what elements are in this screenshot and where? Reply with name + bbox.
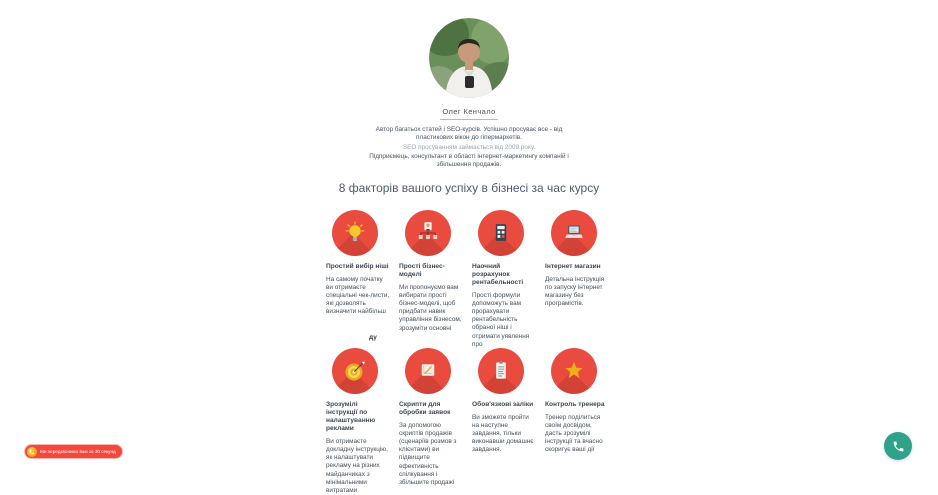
feature-card: [469, 210, 542, 348]
feature-icon-circle: [405, 348, 451, 394]
feature-text: Ми пропонуємо вам вибирати прості бізнес-моделі, щоб придбати навик управління бізнесом, зрозуміти основні: [399, 283, 462, 332]
section-heading: 8 факторів вашого успіху в бізнесі за час курсу: [338, 180, 600, 195]
feature-text: Ви отримаєте докладну інструкцію, як налаштувати рекламу на різних майданчиках з мінімальними витратами: [326, 437, 388, 494]
feature-card: [396, 348, 469, 495]
bio-line: Автор багатьох статей і SEO-курсів. Успішно просуває все - від пластикових вікон до гіпермаркетів.: [375, 126, 563, 142]
feature-icon-circle: [551, 210, 597, 256]
org-chart-icon: [416, 220, 441, 245]
chart-icon: [416, 358, 441, 383]
phone-call-button[interactable]: [884, 432, 912, 460]
calculator-icon: [489, 220, 514, 245]
bio-line: Підприємець, консультант в області інтернет-маркетингу компаній і збільшення продажів.: [369, 152, 569, 169]
author-name: Олег Кенчало: [442, 107, 496, 116]
feature-text: За допомогою скриптів продажів (сценаріїв розмов з клієнтами) ви підвищите ефективність спілкування і збільшите продажі: [399, 421, 457, 487]
feature-card: [396, 210, 469, 348]
laptop-icon: [562, 220, 587, 245]
feature-title: Прості бізнес-моделі: [399, 262, 445, 278]
page-content: [323, 0, 615, 495]
feature-title: Простий вибір ніші: [326, 262, 389, 270]
feature-card: [542, 210, 615, 348]
clipboard-icon: [489, 358, 514, 383]
feature-card: [323, 348, 396, 495]
feature-title: Зрозумілі інструкції по налаштуванню реклами: [326, 400, 376, 432]
phone-icon: [892, 440, 905, 453]
feature-title: Інтернет магазин: [545, 262, 601, 270]
feature-card: [469, 348, 542, 495]
callback-label: Ми передзвонимо вам за 30 секунд: [40, 449, 116, 454]
target-icon: [343, 358, 368, 383]
features-grid: [323, 210, 615, 495]
feature-text: На самому початку ви отримаєте спеціальні чек-листи, які дозволять визначити найбільш: [326, 275, 390, 316]
feature-text: Тренер поділиться своїм досвідом, дасть зрозумілі інструкції та вчасно скоригує ваші дії: [545, 413, 603, 454]
feature-text: Ви зможете пройти на наступне завдання, тільки виконавши домашнє завдання.: [472, 413, 534, 454]
feature-card: [542, 348, 615, 495]
feature-title: Контроль тренера: [545, 400, 605, 408]
feature-icon-circle: [332, 210, 378, 256]
feature-title: Обов'язкові заліки: [472, 400, 534, 408]
feature-title: Скрипти для обробки заявок: [399, 400, 451, 416]
feature-icon-circle: [478, 348, 524, 394]
feature-icon-circle: [332, 348, 378, 394]
avatar-photo: [429, 18, 509, 98]
feature-text: Детальна інструкція по запуску інтернет магазину без програмістів.: [545, 275, 605, 308]
feature-card: [323, 210, 396, 348]
name-divider: [440, 119, 498, 120]
feature-title: Наочний розрахунок рентабельності: [472, 262, 524, 286]
author-bio: [361, 126, 577, 170]
lightbulb-icon: [343, 220, 368, 245]
bio-line-muted: SEO просуванням займається від 2009 року.: [402, 143, 536, 151]
stray-text: ду: [369, 334, 377, 341]
callback-phone-icon: [27, 447, 37, 457]
callback-button[interactable]: [24, 444, 123, 459]
feature-text: Прості формули допоможуть вам прорахувати рентабельність обраної ніші і отримати уявлення про: [472, 291, 530, 348]
feature-icon-circle: [405, 210, 451, 256]
feature-icon-circle: [478, 210, 524, 256]
feature-icon-circle: [551, 348, 597, 394]
avatar: [429, 18, 509, 98]
star-icon: [562, 358, 587, 383]
